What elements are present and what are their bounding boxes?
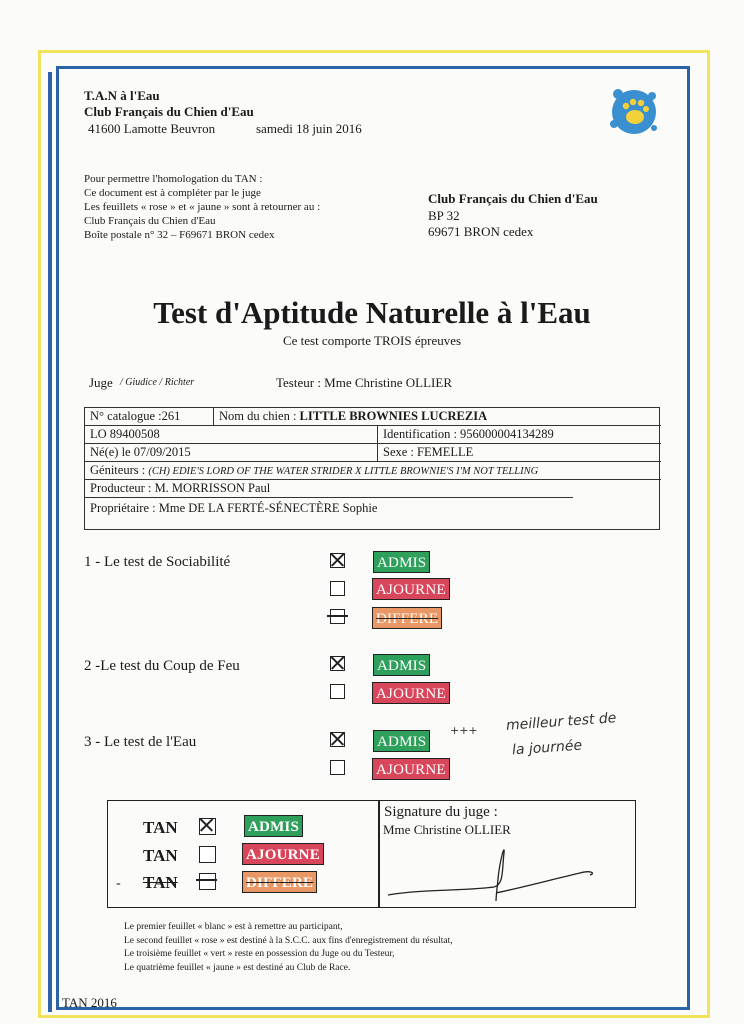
header-date: samedi 18 juin 2016 [256, 121, 362, 136]
test-3-ajourne-checkbox[interactable] [330, 760, 345, 775]
parents-label: Géniteurs : [90, 463, 146, 477]
catalogue-number: N° catalogue :261 [90, 409, 181, 423]
test-1-admis-label: ADMIS [373, 551, 430, 573]
table-row [85, 462, 661, 480]
table-row [85, 480, 573, 498]
judge-signature [384, 839, 614, 903]
tan-differe-label: TAN [143, 873, 178, 892]
test-1-ajourne-checkbox[interactable] [330, 581, 345, 596]
producer: Producteur : M. MORRISSON Paul [90, 481, 271, 495]
footer-label: TAN 2016 [62, 995, 117, 1010]
dog-info-table [84, 407, 660, 530]
sex: Sexe : FEMELLE [377, 444, 661, 461]
footnotes [124, 921, 453, 975]
blue-frame-edge [48, 72, 52, 1012]
test-1-differe-label: DIFFERE [372, 607, 442, 629]
footnote-line: Le troisième feuillet « vert » reste en possession du Juge ou du Testeur, [124, 949, 395, 959]
handwritten-note-line1: meilleur test de [505, 710, 617, 734]
instruction-line: Club Français du Chien d'Eau [84, 215, 216, 227]
test-3-label: 3 - Le test de l'Eau [84, 734, 197, 750]
test-1-ajourne-label: AJOURNE [372, 578, 450, 600]
tan-ajourne-result: AJOURNE [242, 843, 324, 865]
tan-admis-result: ADMIS [244, 815, 303, 837]
paw-logo-icon [606, 84, 662, 140]
tan-differe-result: DIFFERE [242, 871, 317, 893]
instruction-line: Ce document est à compléter par le juge [84, 187, 261, 199]
dog-name: LITTLE BROWNIES LUCREZIA [299, 409, 488, 423]
signature-name: Mme Christine OLLIER [383, 822, 511, 837]
judge-label: Juge [89, 375, 113, 390]
test-2-label: 2 -Le test du Coup de Feu [84, 658, 240, 674]
instruction-line: Pour permettre l'homologation du TAN : [84, 173, 263, 185]
table-row [85, 408, 661, 426]
tester-name: Testeur : Mme Christine OLLIER [276, 375, 453, 390]
instructions-block [84, 172, 320, 242]
tan-differe-dash: - [116, 876, 121, 891]
test-3-ajourne-label: AJOURNE [372, 758, 450, 780]
address-box: BP 32 [428, 208, 460, 223]
test-3-admis-label: ADMIS [373, 730, 430, 752]
tan-ajourne-checkbox[interactable] [199, 846, 216, 863]
judge-alt-labels: / Giudice / Richter [120, 377, 195, 388]
dog-name-cell [213, 408, 661, 425]
page-subtitle: Ce test comporte TROIS épreuves [282, 333, 462, 348]
table-row [85, 426, 661, 444]
header-line1: T.A.N à l'Eau [84, 88, 160, 103]
signature-label: Signature du juge : [384, 804, 498, 820]
test-2-admis-checkbox[interactable] [330, 656, 345, 671]
dog-name-label: Nom du chien : [219, 409, 297, 423]
footnote-line: Le second feuillet « rose » est destiné à la S.C.C. aux fins d'enregistrement du résultat, [124, 935, 453, 946]
page-title: Test d'Aptitude Naturelle à l'Eau [153, 295, 591, 330]
instruction-line: Boîte postale n° 32 – F69671 BRON cedex [84, 229, 275, 241]
test-2-admis-label: ADMIS [373, 654, 430, 676]
footnote-line: Le quatrième feuillet « jaune » est destiné au Club de Race. [124, 962, 351, 973]
tan-admis-checkbox[interactable] [199, 818, 216, 835]
tan-admis-label: TAN [143, 818, 178, 837]
birth-date: Né(e) le 07/09/2015 [90, 445, 191, 459]
tan-differe-checkbox[interactable] [199, 873, 216, 890]
header-line2: Club Français du Chien d'Eau [84, 104, 254, 119]
test-1-label: 1 - Le test de Sociabilité [84, 554, 231, 570]
instruction-line: Les feuillets « rose » et « jaune » sont à retourner au : [84, 201, 321, 213]
lo-number: LO 89400508 [90, 427, 160, 441]
table-row [85, 444, 661, 462]
test-2-ajourne-checkbox[interactable] [330, 684, 345, 699]
footnote-line: Le premier feuillet « blanc » est à remettre au participant, [124, 922, 343, 932]
identification: Identification : 956000004134289 [377, 426, 661, 443]
test-2-ajourne-label: AJOURNE [372, 682, 450, 704]
parents: (CH) EDIE'S LORD OF THE WATER STRIDER X LITTLE BROWNIE'S I'M NOT TELLING [148, 466, 539, 477]
header-location: 41600 Lamotte Beuvron [88, 121, 216, 136]
test-1-differe-checkbox[interactable] [330, 609, 345, 624]
final-result-box [107, 800, 636, 908]
address-name: Club Français du Chien d'Eau [428, 191, 598, 206]
handwritten-note-line2: la journée [511, 737, 583, 759]
box-divider [378, 801, 380, 907]
parents-cell [85, 462, 661, 479]
owner: Propriétaire : Mme DE LA FERTÉ-SÉNECTÈRE Sophie [90, 501, 378, 515]
test-3-admis-checkbox[interactable] [330, 732, 345, 747]
address-city: 69671 BRON cedex [428, 224, 534, 239]
handwritten-marks: +++ [450, 724, 478, 737]
test-1-admis-checkbox[interactable] [330, 553, 345, 568]
tan-ajourne-label: TAN [143, 846, 178, 865]
